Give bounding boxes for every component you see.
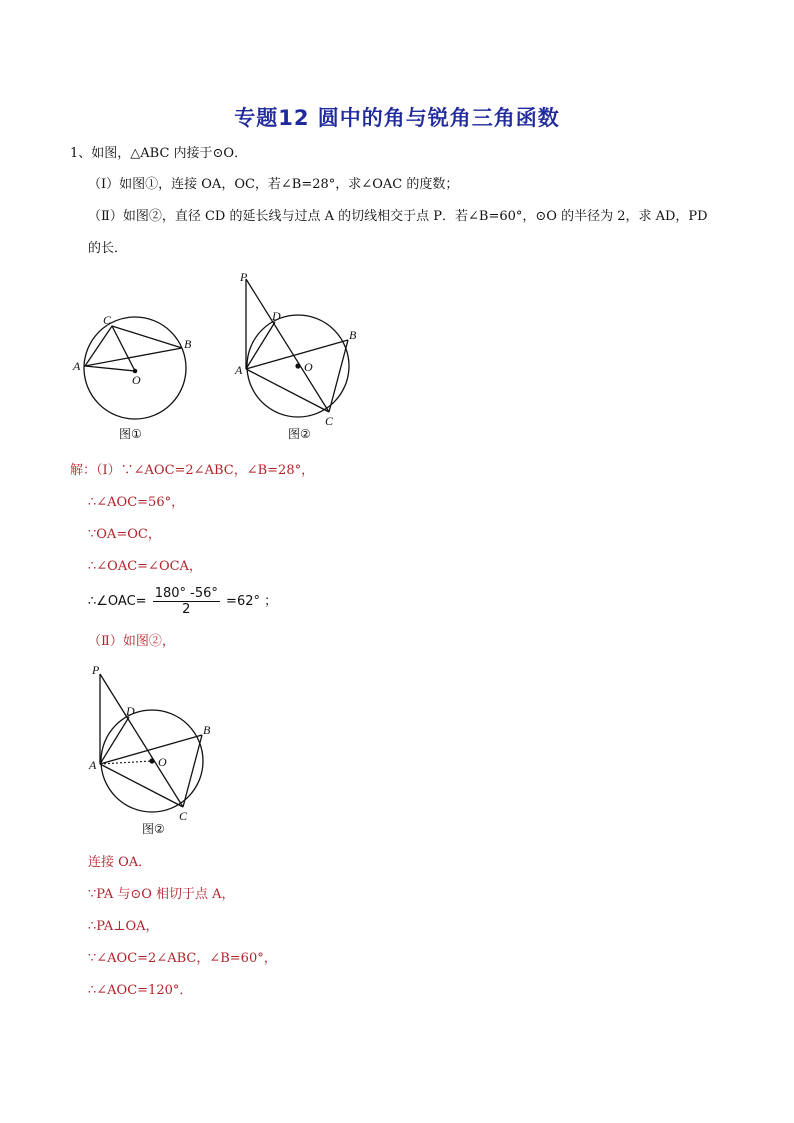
figure-1 [65,310,205,450]
fraction [153,586,220,617]
center-point [295,363,300,368]
figure-1-caption: 图① [119,427,142,441]
label-c: C [179,809,188,823]
label-p: P [240,270,248,284]
segment-bc [329,340,348,412]
fraction-numerator: 180° -56° [154,586,218,601]
line-pc [246,279,329,412]
line-pc [100,674,183,807]
label-c: C [103,313,112,327]
problem-intro: 1、如图，△ABC 内接于⊙O． [70,146,248,161]
problem-part-2-cont: 的长． [88,241,128,256]
solution-line-1: 解：（Ⅰ）∵∠AOC=2∠ABC，∠B=28°， [70,463,315,478]
label-a: A [235,363,243,377]
label-d: D [126,704,135,718]
solution-line-6: （Ⅱ）如图②， [88,634,175,649]
fraction-denominator: 2 [182,602,191,617]
label-o: O [304,360,313,374]
solution-line-7: 连接 OA． [88,855,152,870]
label-b: B [203,723,211,737]
solution-line-8: ∵PA 与⊙O 相切于点 A， [88,887,235,902]
center-point [149,758,154,763]
label-d: D [272,309,281,323]
figure-2 [232,265,372,445]
page-title: 专题12 圆中的角与锐角三角函数 [234,106,560,130]
solution-line-4: ∴∠OAC=∠OCA， [88,559,202,574]
solution-line-5 [88,585,277,619]
formula-prefix: ∴∠OAC= [88,594,147,609]
label-b: B [184,337,192,351]
solution-line-3: ∵OA=OC， [88,527,161,542]
label-c: C [325,414,334,428]
solution-line-2: ∴∠AOC=56°， [88,495,185,510]
label-o: O [158,755,167,769]
segment-ac [100,764,183,807]
figure-2-caption: 图② [288,427,311,441]
figure-3 [86,660,226,840]
segment-ac [246,369,329,412]
solution-line-11: ∴∠AOC=120°． [88,983,193,998]
problem-part-2: （Ⅱ）如图②，直径 CD 的延长线与过点 A 的切线相交于点 P．若∠B=60°，⊙O 的半径为 2，求 AD，PD [88,209,708,224]
label-a: A [73,359,81,373]
label-b: B [349,328,357,342]
segment-bc [183,735,202,807]
segment-oa [85,366,135,371]
solution-line-9: ∴PA⊥OA， [88,919,159,934]
solution-line-10: ∵∠AOC=2∠ABC，∠B=60°， [88,951,277,966]
formula-suffix: =62° ； [226,594,278,609]
label-o: O [132,373,141,387]
label-p: P [92,663,100,677]
figure-3-caption: 图② [142,822,165,836]
label-a: A [89,758,97,772]
problem-part-1: （Ⅰ）如图①，连接 OA，OC，若∠B=28°，求∠OAC 的度数； [88,177,459,192]
